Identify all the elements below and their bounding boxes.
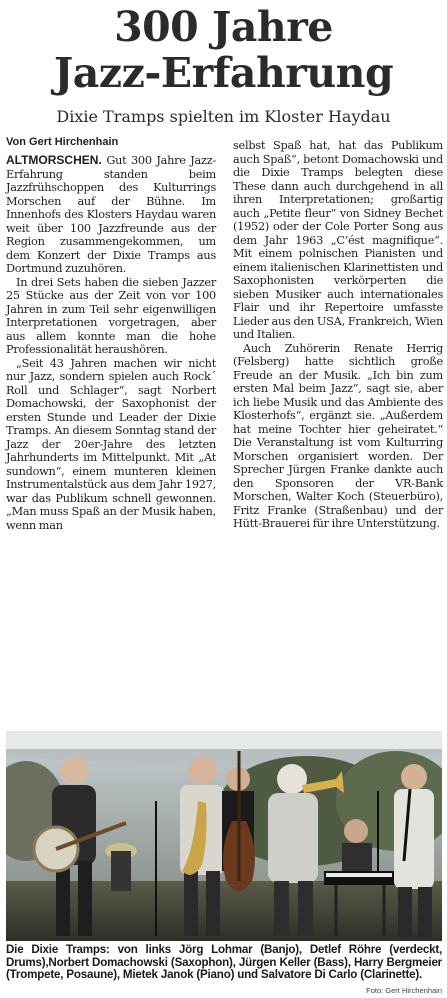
article-paragraph: [6, 154, 216, 276]
article-paragraph: Auch Zuhörerin Renate Herrig (Felsberg) hatte sichtlich große Freude an der Musik. „Ich bin zum ersten Mal beim Jazz“, sagt sie, aber ich liebe Musik und das Ambiente des Klosterhofs“, ergänzt sie. „Außerdem hat meine Tochter hier geheiratet.“ Die Veranstaltung ist vom Kulturring Morschen organisiert worden. Der Sprecher Jürgen Franke dankte auch den Sponsoren der VR-Bank Morschen, Walter Koch (Steuerbüro), Fritz Franke (Straßenbau) und der Hütt-Brauerei für ihre Unterstützung.: [233, 341, 443, 530]
article-paragraph: „Seit 43 Jahren machen wir nicht nur Jazz, sondern spielen auch Rock´ Roll und Schlager“, sagt Norbert Domachowski, der Saxophonist der ersten Stunde und Leader der Dixie Tramps. An diesem Sonntag stand der Jazz der 20er-Jahre des letzten Jahrhunderts im Mittelpunkt. Mit „At sundown“, einem munteren kleinen Instrumentalstück aus dem Jahr 1927, war das Publikum schnell gewonnen. „Man muss Spaß an der Musik haben, wenn man: [6, 356, 216, 532]
article-paragraph: In drei Sets haben die sieben Jazzer 25 Stücke aus der Zeit von vor 100 Jahren in zum Teil sehr eigenwilligen Interpretationen vorgetragen, aber aus allem konnte man die hohe Professionalität heraushören.: [6, 275, 216, 356]
article-paragraph: selbst Spaß hat, hat das Publikum auch Spaß“, betont Domachowski und die Dixie Tramps belegten diese These dann auch durchgehend in all ihren Interpretationen; großartig auch „Petite fleur“ von Sidney Bechet (1952) oder der Cole Porter Song aus dem Jahr 1963 „C’ést magnifique“. Mit einem polnischen Pianisten und einem italienischen Klarinettisten und Saxophonisten verkörperten die sieben Musiker auch internationales Flair und ihr Repertoire umfasste Lieder aus den USA, Frankreich, Wien und Italien.: [233, 139, 443, 341]
article-column-left: [6, 154, 216, 532]
photo-credit: Foto: Gert Hirchenhain: [366, 985, 442, 995]
subheadline: Dixie Tramps spielten im Kloster Haydau: [56, 107, 391, 126]
byline: Von Gert Hirchenhain: [6, 136, 119, 148]
dateline: ALTMORSCHEN.: [6, 153, 102, 167]
article-column-right: [233, 139, 443, 531]
paragraph-text: Gut 300 Jahre Jazz-Erfahrung standen beim Jazzfrühschoppen des Kulturrings Morschen auf der Bühne. Im Innenhofs des Klosters Haydau waren weit über 100 Jazzfreunde aus der Region zusammengekommen, um dem Konzert der Dixie Tramps aus Dortmund zuzuhören.: [6, 154, 216, 275]
headline-line-2: Jazz-Erfahrung: [53, 49, 394, 97]
photo-caption: [6, 944, 442, 997]
headline-line-1: 300 Jahre: [114, 3, 333, 51]
caption-text: Die Dixie Tramps: von links Jörg Lohmar (Banjo), Detlef Röhre (verdeckt, Drums),Norbert Domachowski (Saxophon), Jürgen Keller (Bass), Harry Bergmeier (Trompete, Posaune), Mietek Janok (Piano) und Salvatore Di Carlo (Clarinette).: [6, 943, 442, 982]
headline: [0, 4, 447, 97]
band-photo: [6, 731, 442, 941]
